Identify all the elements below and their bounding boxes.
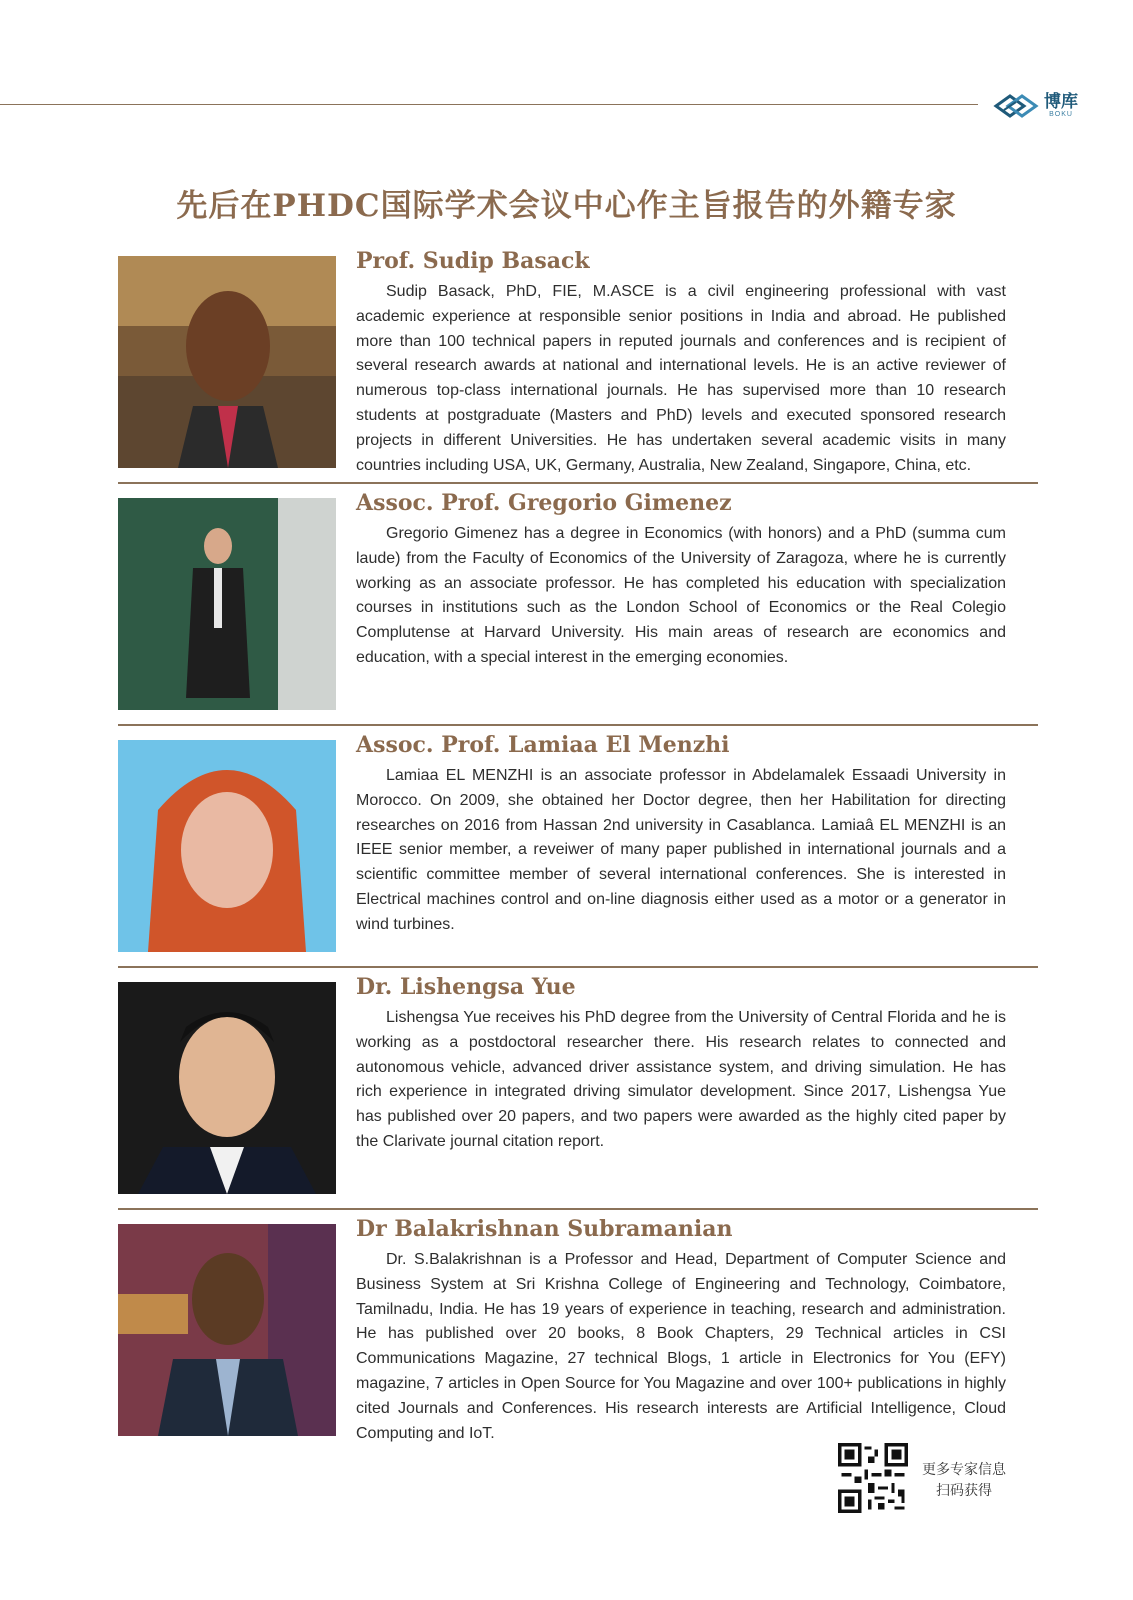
expert-photo xyxy=(118,498,336,710)
expert-card xyxy=(118,732,1038,960)
expert-name: Prof. Sudip Basack xyxy=(356,248,590,274)
expert-card xyxy=(118,248,1038,476)
qr-caption-line1: 更多专家信息 xyxy=(922,1462,1006,1478)
expert-name: Dr. Lishengsa Yue xyxy=(356,974,576,1000)
expert-photo xyxy=(118,982,336,1194)
brand-logo xyxy=(990,88,1100,124)
expert-bio: Lishengsa Yue receives his PhD degree from the University of Central Florida and he is working as a postdoctoral researcher there. His research relates to connected and autonomous vehicle, advanced driver assistance system, and driving simulation. He has rich experience in integrated driving simulator development. Since 2017, Lishengsa Yue has published over 20 papers, and two papers were awarded as the highly cited paper by the Clarivate journal citation report. xyxy=(356,1009,1006,1150)
header-rule xyxy=(0,104,978,105)
expert-bio: Gregorio Gimenez has a degree in Economics (with honors) and a PhD (summa cum laude) from the Faculty of Economics of the University of Zaragoza, where he is currently working as an associate professor. He has completed his education with specialization courses in institutions such as the London School of Economics or the Real Colegio Complutense at Harvard University. His main areas of research are economics and education, with a special interest in the emerging economies. xyxy=(356,525,1006,666)
page-title: 先后在PHDC国际学术会议中心作主旨报告的外籍专家 xyxy=(176,188,957,224)
expert-bio: Sudip Basack, PhD, FIE, M.ASCE is a civil engineering professional with vast academic experience at responsible senior positions in India and abroad. He published more than 100 technical papers in reputed journals and conferences and is recipient of several research awards at national and international levels. He is an active reviewer of numerous top-class international journals. He has supervised more than 10 research students at postgraduate (Masters and PhD) levels and executed sponsored research projects in different Universities. He has undertaken several academic visits in many countries including USA, UK, Germany, Australia, New Zealand, Singapore, China, etc. xyxy=(356,283,1006,474)
expert-photo xyxy=(118,740,336,952)
qr-code[interactable] xyxy=(838,1443,908,1513)
section-divider xyxy=(118,1208,1038,1210)
boku-logo-icon xyxy=(990,88,1042,124)
brand-name-en: BOKU xyxy=(1049,111,1073,118)
expert-name: Dr Balakrishnan Subramanian xyxy=(356,1216,733,1242)
qr-caption xyxy=(914,1460,1014,1502)
expert-bio: Dr. S.Balakrishnan is a Professor and Head, Department of Computer Science and Business System at Sri Krishna College of Engineering and Technology, Coimbatore, Tamilnadu, India. He has 19 years of experience in teaching, research and administration. He has published over 20 books, 8 Book Chapters, 29 Technical articles in CSI Communications Magazine, 27 technical Blogs, 1 article in Electronics for You (EFY) magazine, 7 articles in Open Source for You Magazine and over 100+ publications in highly cited Journals and Conferences. His research interests are Artificial Intelligence, Cloud Computing and IoT. xyxy=(356,1251,1006,1442)
brand-name: 博库 xyxy=(1044,92,1078,112)
section-divider xyxy=(118,966,1038,968)
expert-photo xyxy=(118,256,336,468)
section-divider xyxy=(118,482,1038,484)
expert-card xyxy=(118,974,1038,1202)
expert-name: Assoc. Prof. Gregorio Gimenez xyxy=(356,490,732,516)
expert-photo xyxy=(118,1224,336,1436)
expert-card xyxy=(118,490,1038,718)
section-divider xyxy=(118,724,1038,726)
expert-name: Assoc. Prof. Lamiaa El Menzhi xyxy=(356,732,730,758)
qr-code-icon xyxy=(838,1443,908,1513)
expert-bio: Lamiaa EL MENZHI is an associate professor in Abdelamalek Essaadi University in Morocco. On 2009, she obtained her Doctor degree, then her Habilitation for directing researches on 2016 from Hassan 2nd university in Casablanca. Lamiaâ EL MENZHI is an IEEE senior member, a reveiwer of many paper published in international journals and a scientific committee member of several international conferences. She is interested in Electrical machines control and on-line diagnosis either used as a motor or a generator in wind turbines. xyxy=(356,767,1006,933)
qr-caption-line2: 扫码获得 xyxy=(936,1483,992,1499)
expert-card xyxy=(118,1216,1038,1444)
